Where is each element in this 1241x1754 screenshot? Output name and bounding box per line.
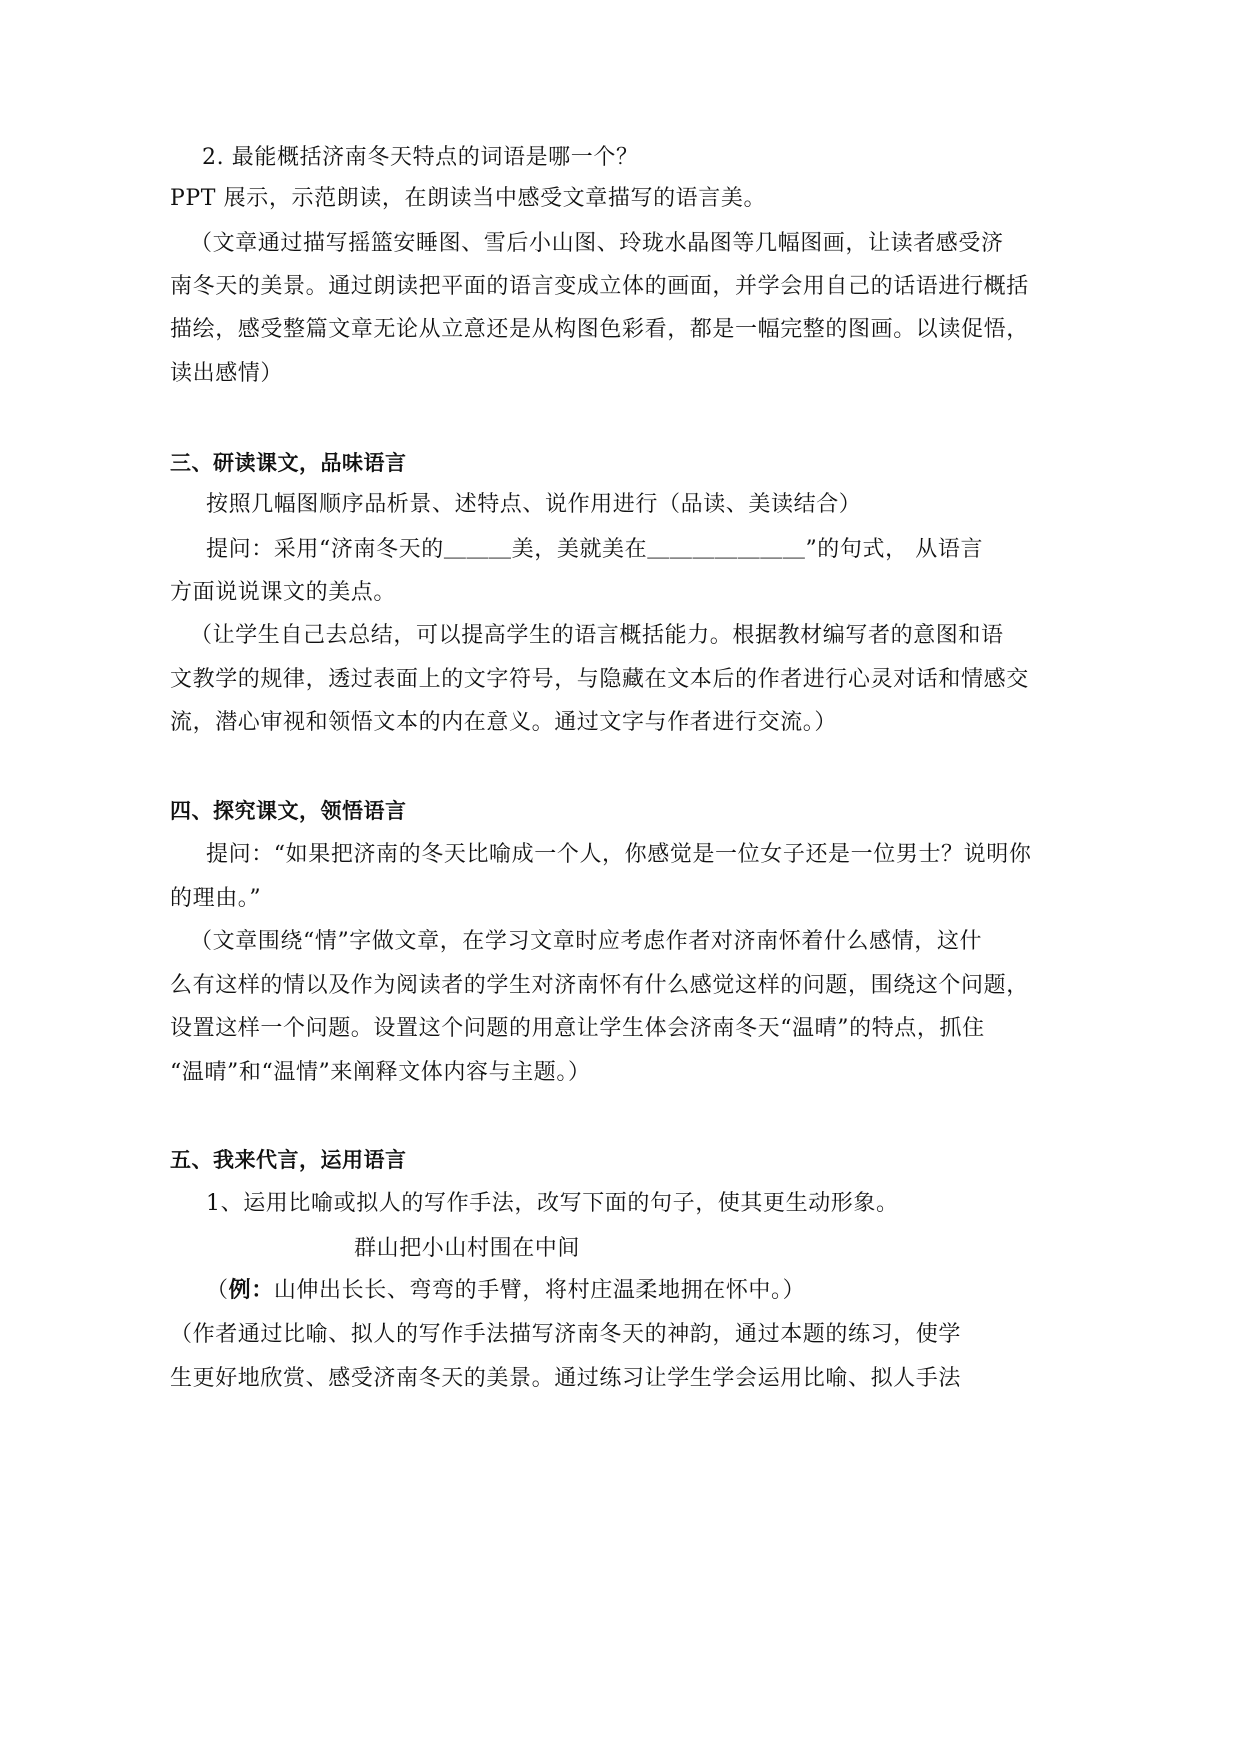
exercise-1: 1、运用比喻或拟人的写作手法，改写下面的句子，使其更生动形象。: [206, 1191, 899, 1216]
section-heading-5: 五、我来代言，运用语言: [170, 1148, 407, 1172]
ppt-instruction: PPT 展示，示范朗读，在朗读当中感受文章描写的语言美。: [170, 186, 767, 211]
paragraph-line: 流，潜心审视和领悟文本的内在意义。通过文字与作者进行交流。）: [170, 710, 838, 735]
section-heading-4: 四、探究课文，领悟语言: [170, 799, 407, 823]
paragraph-line: 生更好地欣赏、感受济南冬天的美景。通过练习让学生学会运用比喻、拟人手法: [170, 1366, 962, 1391]
paragraph-line: （作者通过比喻、拟人的写作手法描写济南冬天的神韵，通过本题的练习，使学: [170, 1322, 962, 1347]
example-text: 山伸出长长、弯弯的手臂，将村庄温柔地拥在怀中。）: [273, 1278, 806, 1303]
paragraph-line: 文教学的规律，透过表面上的文字符号，与隐藏在文本后的作者进行心灵对话和情感交: [170, 667, 1029, 692]
paragraph-line: （文章通过描写摇篮安睡图、雪后小山图、玲珑水晶图等几幅图画，让读者感受济: [190, 231, 1004, 256]
paragraph-line: 提问：“如果把济南的冬天比喻成一个人，你感觉是一位女子还是一位男士？说明你: [206, 842, 1032, 867]
paragraph-line: 读出感情）: [170, 361, 284, 386]
paragraph-line: 描绘，感受整篇文章无论从立意还是从构图色彩看，都是一幅完整的图画。以读促悟，: [170, 317, 1029, 342]
paragraph-line: 方面说说课文的美点。: [170, 580, 397, 605]
example-open-paren: （: [206, 1278, 229, 1303]
exercise-sentence: 群山把小山村围在中间: [354, 1236, 581, 1261]
paragraph-line: 设置这样一个问题。设置这个问题的用意让学生体会济南冬天“温晴”的特点，抓住: [170, 1016, 985, 1041]
question-2: 2. 最能概括济南冬天特点的词语是哪一个？: [202, 145, 639, 170]
paragraph-line: （让学生自己去总结，可以提高学生的语言概括能力。根据教材编写者的意图和语: [190, 623, 1004, 648]
paragraph-line: 按照几幅图顺序品析景、述特点、说作用进行（品读、美读结合）: [206, 492, 862, 517]
paragraph-line: “温晴”和“温情”来阐释文体内容与主题。）: [170, 1060, 591, 1085]
section-heading-3: 三、研读课文，品味语言: [170, 451, 407, 475]
example-label: 例：: [228, 1278, 274, 1303]
paragraph-line: 的理由。”: [170, 886, 262, 911]
paragraph-line: 提问：采用“济南冬天的＿＿＿美，美就美在＿＿＿＿＿＿＿”的句式， 从语言: [206, 537, 984, 562]
paragraph-line: 南冬天的美景。通过朗读把平面的语言变成立体的画面，并学会用自己的话语进行概括: [170, 274, 1029, 299]
example-line: [206, 1276, 805, 1306]
paragraph-line: 么有这样的情以及作为阅读者的学生对济南怀有什么感觉这样的问题，围绕这个问题，: [170, 973, 1029, 998]
paragraph-line: （文章围绕“情”字做文章，在学习文章时应考虑作者对济南怀着什么感情，这什: [190, 929, 983, 954]
